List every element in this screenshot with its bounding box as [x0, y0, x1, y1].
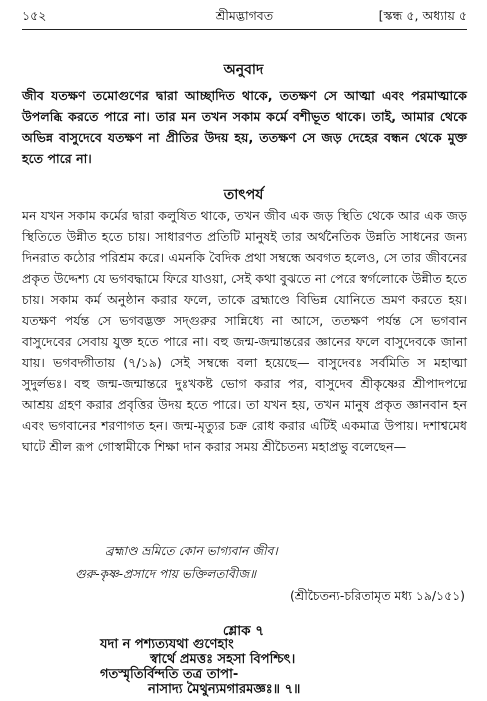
quote-line-1: ব্রহ্মাণ্ড ভ্রমিতে কোন ভাগ্যবান জীব।	[105, 544, 278, 558]
quote-line-2: গুরু-কৃষ্ণ-প্রসাদে পায় ভক্তিলতাবীজ॥	[75, 567, 257, 581]
sloka-line-4: নাসাদ্য মৈথুন্যমগারমজ্ঞঃ॥ ৭॥	[148, 682, 301, 697]
translation-text: জীব যতক্ষণ তমোগুণের দ্বারা আচ্ছাদিত থাকে, ততক্ষণ সে আত্মা এবং পরমাত্মাকে উপলব্ধি করতে পারে না। তার মন তখন সকাম কর্মে বশীভূত থাকে। তাই, আমার থেকে অভিন্ন বাসুদেবে যতক্ষণ না প্রীতির উদয় হয়, ততক্ষণ সে জড় দেহের বন্ধন থেকে মুক্ত হতে পারে না।	[22, 88, 467, 166]
purport-heading: তাৎপর্য	[223, 187, 264, 203]
sloka-line-2: স্বার্থে প্রমত্তঃ সহসা বিপশ্চিৎ।	[150, 652, 296, 667]
running-header	[22, 6, 467, 28]
translation-heading: অনুবাদ	[223, 62, 264, 78]
sloka-line-3: গতস্মৃতির্বিন্দতি তত্র তাপা-	[100, 667, 239, 682]
sloka-line-1: যদা ন পশ্যত্যযথা গুণেহাং	[100, 637, 234, 652]
chapter-reference: [স্কন্ধ ৫, অধ্যায় ৫	[378, 8, 467, 23]
purport-text: মন যখন সকাম কর্মের দ্বারা কলুষিত থাকে, তখন জীব এক জড় স্থিতি থেকে আর এক জড় স্থিতিতে উন্নীত হতে চায়। সাধারণত প্রতিটি মানুষই তার অর্থনৈতিক উন্নতি সাধনের জন্য দিনরাত কঠোর পরিশ্রম করে। এমনকি বৈদিক প্রথা সম্বন্ধে অবগত হলেও, সে তার জীবনের প্রকৃত উদ্দেশ্য যে ভগবদ্ধামে ফিরে যাওয়া, সেই কথা বুঝতে না পেরে স্বর্গলোকে উন্নীত হতে চায়। সকাম কর্ম অনুষ্ঠান করার ফলে, তাকে ব্রহ্মাণ্ডে বিভিন্ন যোনিতে ভ্রমণ করতে হয়। যতক্ষণ পর্যন্ত সে ভগবদ্ভক্ত সদ্গুরুর সান্নিধ্যে না আসে, ততক্ষণ পর্যন্ত সে ভগবান বাসুদেবের সেবায় যুক্ত হতে পারে না। বহু জন্ম-জন্মান্তরের জ্ঞানের ফলে বাসুদেবকে জানা যায়। ভগবদ্গীতায় (৭/১৯) সেই সম্বন্ধে বলা হয়েছে— বাসুদেবঃ সর্বমিতি স মহাত্মা সুদুর্লভঃ। বহু জন্ম-জন্মান্তরে দুঃখকষ্ট ভোগ করার পর, বাসুদেব শ্রীকৃষ্ণের শ্রীপাদপদ্মে আশ্রয় গ্রহণ করার প্রবৃত্তির উদয় হতে পারে। তা যখন হয়, তখন মানুষ প্রকৃত জ্ঞানবান হন এবং ভগবানের শরণাগত হন। জন্ম-মৃত্যুর চক্র রোধ করার এটিই একমাত্র উপায়। দশাশ্বমেধ ঘাটে শ্রীল রূপ গোস্বামীকে শিক্ষা দান করার সময় শ্রীচৈতন্য মহাপ্রভু বলেছেন—	[22, 208, 467, 454]
sloka-heading: শ্লোক ৭	[222, 623, 265, 639]
page-number: ১৫২	[22, 8, 47, 23]
quote-reference: (শ্রীচৈতন্য-চরিতামৃত মধ্য ১৯/১৫১)	[290, 588, 465, 603]
header-rule	[22, 29, 467, 30]
book-title: শ্রীমদ্ভাগবত	[215, 8, 274, 23]
